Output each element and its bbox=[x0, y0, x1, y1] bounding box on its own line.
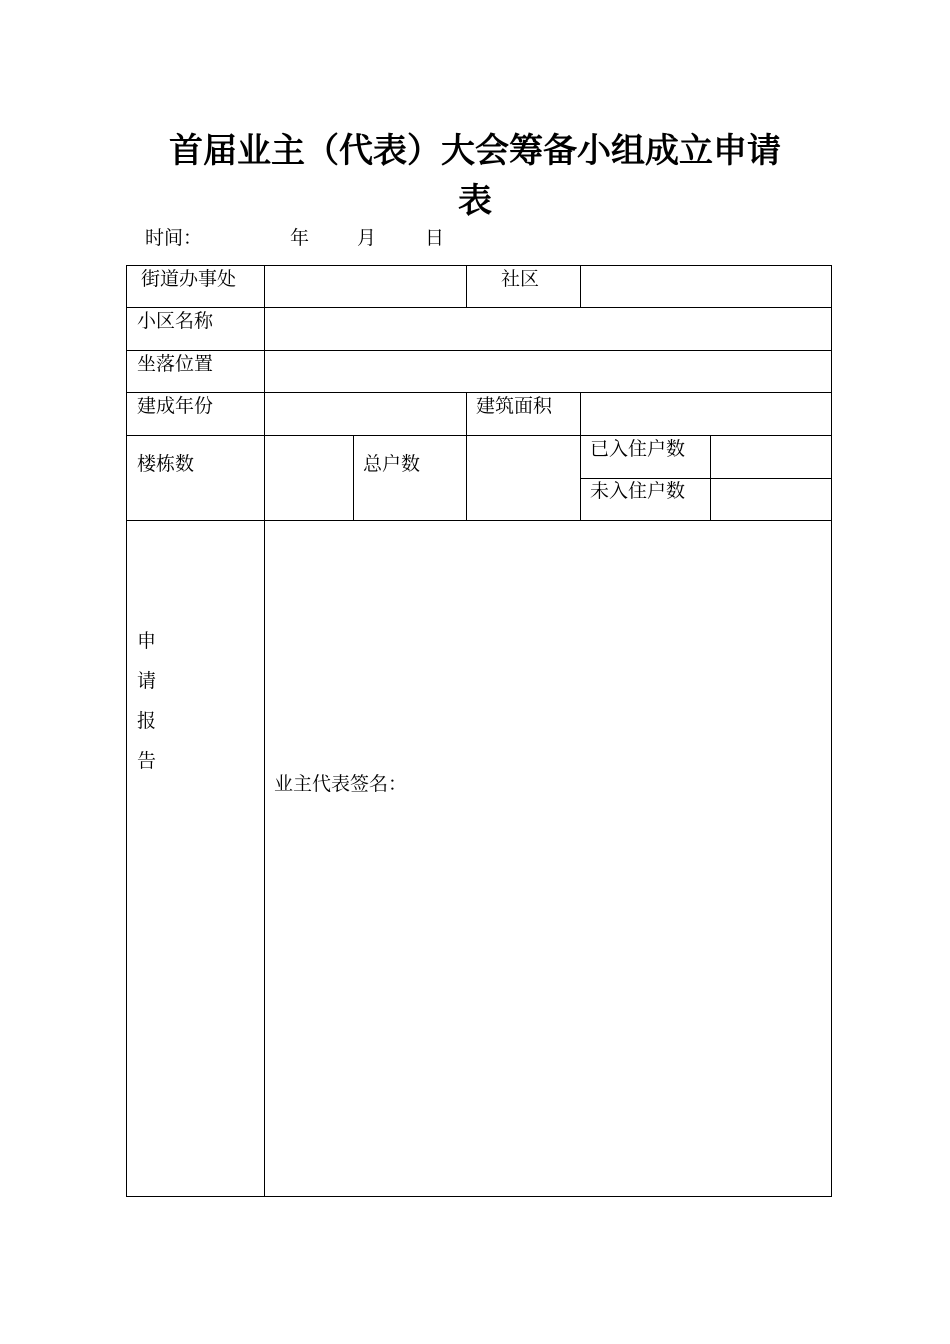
occupied-households-field[interactable] bbox=[711, 436, 831, 478]
label-vacant-households: 未入住户数 bbox=[590, 480, 686, 502]
built-year-field[interactable] bbox=[265, 393, 466, 435]
date-month-label: 月 bbox=[357, 227, 377, 249]
column-divider bbox=[466, 392, 467, 435]
street-office-field[interactable] bbox=[265, 266, 466, 307]
report-char: 请 bbox=[137, 670, 157, 692]
total-households-field[interactable] bbox=[467, 436, 580, 520]
label-built-year: 建成年份 bbox=[137, 395, 214, 417]
column-divider bbox=[580, 435, 581, 520]
label-street-office: 街道办事处 bbox=[141, 268, 237, 290]
community-field[interactable] bbox=[581, 266, 831, 307]
date-label: 时间： bbox=[145, 227, 203, 249]
label-community: 社区 bbox=[501, 268, 540, 290]
application-form-table bbox=[126, 265, 832, 1197]
building-count-field[interactable] bbox=[265, 436, 353, 520]
label-building-count: 楼栋数 bbox=[137, 453, 195, 475]
estate-name-field[interactable] bbox=[265, 308, 831, 350]
label-estate-name: 小区名称 bbox=[137, 310, 214, 332]
column-divider bbox=[466, 266, 467, 308]
floor-area-field[interactable] bbox=[581, 393, 831, 435]
form-title bbox=[150, 126, 800, 226]
report-char: 报 bbox=[137, 710, 157, 732]
vacant-households-field[interactable] bbox=[711, 479, 831, 520]
label-application-report bbox=[137, 621, 161, 781]
date-year-label: 年 bbox=[290, 227, 310, 249]
label-location: 坐落位置 bbox=[137, 353, 214, 375]
form-title-line1: 首届业主（代表）大会筹备小组成立申请 bbox=[169, 131, 781, 171]
column-divider bbox=[353, 435, 354, 520]
label-total-households: 总户数 bbox=[363, 453, 421, 475]
label-occupied-households: 已入住户数 bbox=[590, 438, 686, 460]
label-floor-area: 建筑面积 bbox=[476, 395, 553, 417]
owner-signature-label: 业主代表签名： bbox=[274, 773, 408, 795]
form-title-line2: 表 bbox=[458, 181, 492, 221]
report-char: 申 bbox=[137, 630, 157, 652]
report-char: 告 bbox=[137, 750, 157, 772]
location-field[interactable] bbox=[265, 351, 831, 392]
date-day-label: 日 bbox=[425, 227, 445, 249]
application-report-field[interactable] bbox=[265, 521, 831, 1196]
